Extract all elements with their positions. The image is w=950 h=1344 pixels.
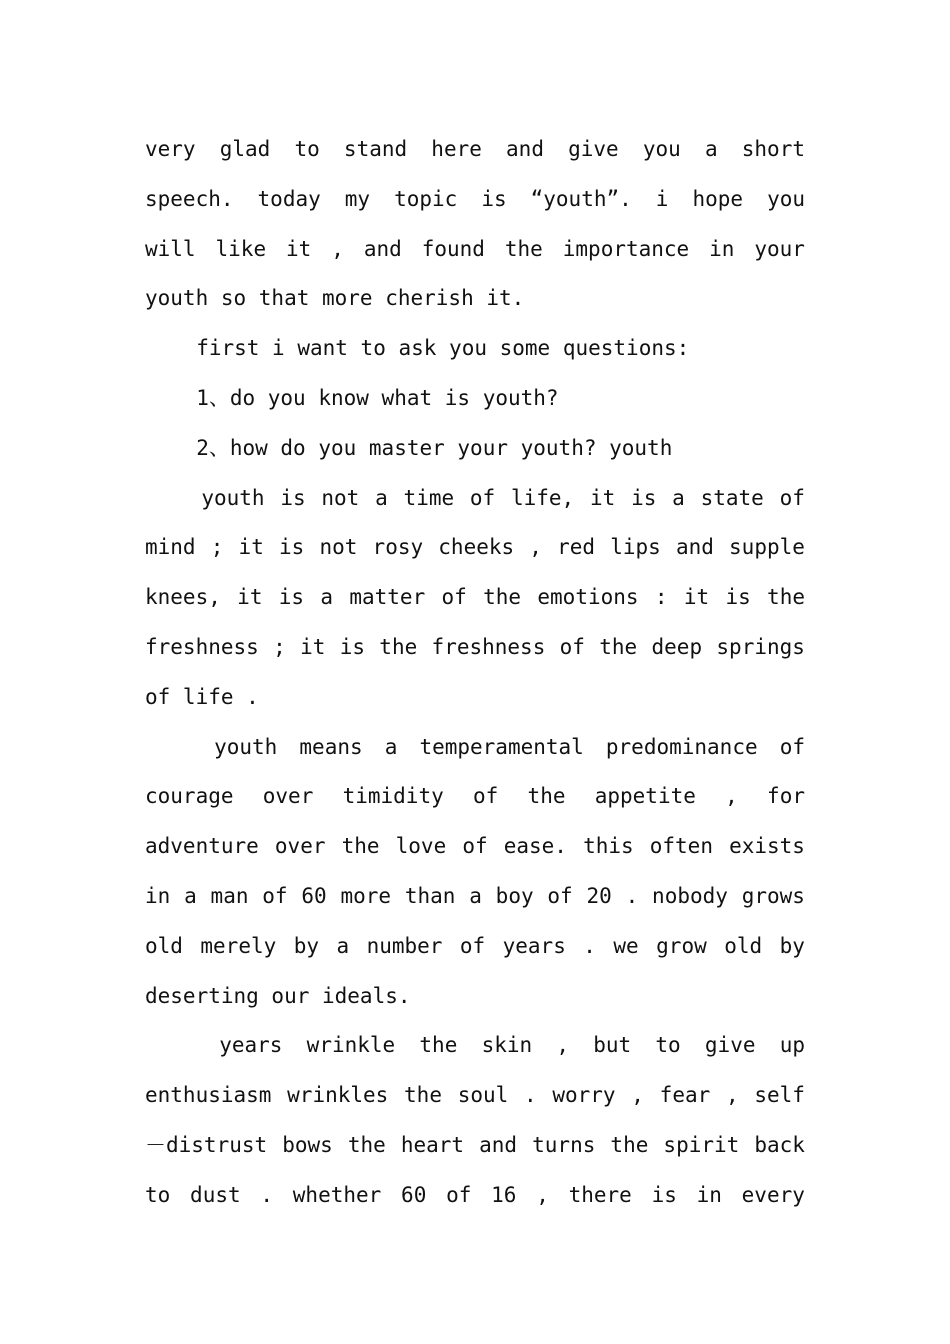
text-line: 1、do you know what is youth?	[196, 385, 559, 410]
text-line: in a man of 60 more than a boy of 20 . nobody grows	[145, 883, 805, 908]
text-line: first i want to ask you some questions:	[196, 336, 690, 361]
text-line: enthusiasm wrinkles the soul . worry , fear , self	[145, 1083, 805, 1108]
text-line: speech. today my topic is “youth”. i hope you	[145, 186, 805, 211]
text-line: years wrinkle the skin , but to give up	[219, 1033, 805, 1058]
text-line: knees, it is a matter of the emotions : it is the	[145, 585, 805, 610]
text-line: will like it , and found the importance in your	[145, 236, 805, 261]
text-line: freshness ; it is the freshness of the deep springs	[145, 634, 805, 659]
text-line: youth so that more cherish it.	[145, 286, 525, 311]
text-line: of life .	[145, 684, 259, 709]
text-line: deserting our ideals.	[145, 983, 411, 1008]
document-body	[145, 125, 805, 1221]
text-line: mind ; it is not rosy cheeks , red lips and supple	[145, 535, 805, 560]
text-line: youth is not a time of life, it is a state of	[201, 485, 805, 510]
text-line: 2、how do you master your youth? youth	[196, 435, 673, 460]
text-line: adventure over the love of ease. this often exists	[145, 834, 805, 859]
text-line: old merely by a number of years . we grow old by	[145, 933, 805, 958]
text-line: courage over timidity of the appetite , for	[145, 784, 805, 809]
text-line: very glad to stand here and give you a short	[145, 137, 805, 161]
text-line: －distrust bows the heart and turns the spirit back	[145, 1132, 805, 1157]
text-line: to dust . whether 60 of 16 , there is in every	[145, 1182, 805, 1207]
text-line: youth means a temperamental predominance of	[214, 734, 805, 759]
